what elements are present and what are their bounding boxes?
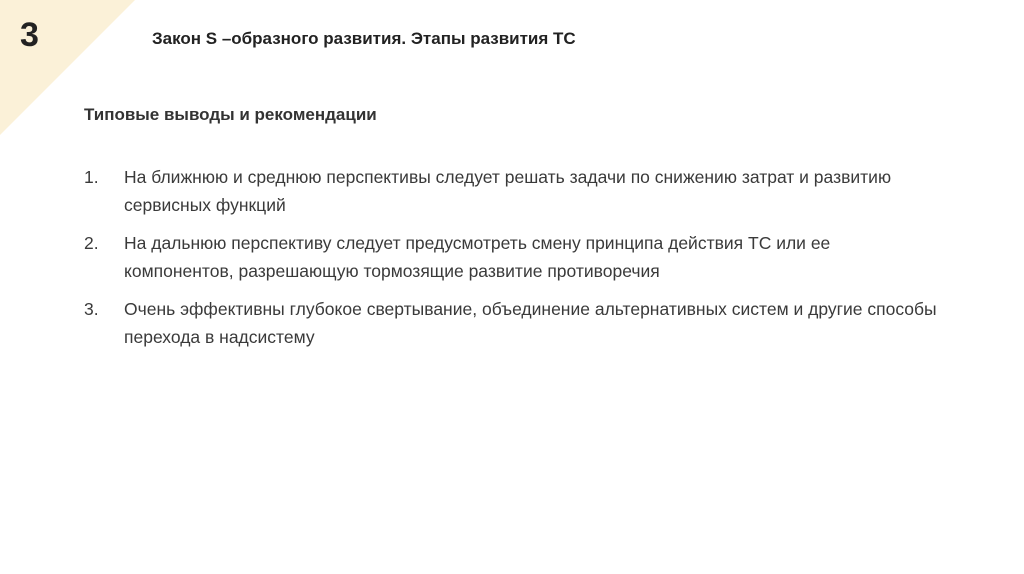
slide-number: 3	[20, 16, 39, 54]
recommendations-list	[84, 163, 944, 361]
slide-title: Закон S –образного развития. Этапы развития ТС	[152, 29, 576, 48]
list-item	[84, 163, 944, 219]
list-item-text: Очень эффективны глубокое свертывание, объединение альтернативных систем и другие способы перехода в надсистему	[124, 299, 937, 347]
list-item	[84, 229, 944, 285]
list-item-text: На дальнюю перспективу следует предусмотреть смену принципа действия ТС или ее компонентов, разрешающую тормозящие развитие противоречия	[124, 233, 831, 281]
list-item	[84, 295, 944, 351]
list-item-number: 2.	[84, 233, 99, 253]
list-item-number: 3.	[84, 299, 99, 319]
list-item-text: На ближнюю и среднюю перспективы следует решать задачи по снижению затрат и развитию сервисных функций	[124, 167, 892, 215]
list-item-number: 1.	[84, 167, 99, 187]
section-heading: Типовые выводы и рекомендации	[84, 105, 377, 124]
